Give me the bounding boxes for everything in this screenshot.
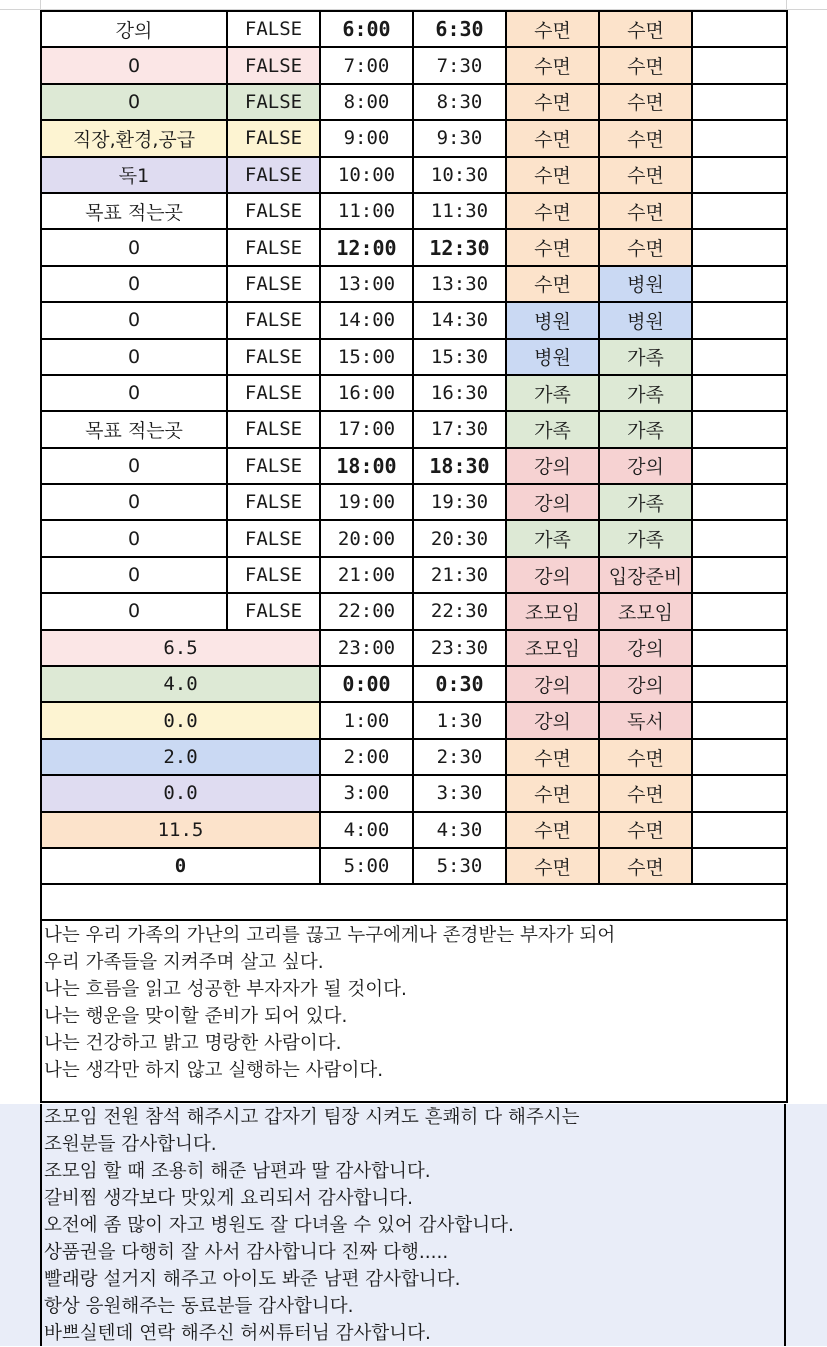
flag-cell[interactable]: FALSE [227, 157, 320, 193]
affirmation-line: 나는 행운을 맞이할 준비가 되어 있다. [44, 1006, 348, 1028]
table-row [41, 339, 787, 375]
activity-second-half-cell[interactable]: 수면 [599, 193, 692, 229]
start-time-cell[interactable]: 15:00 [320, 339, 413, 375]
flag-cell[interactable]: FALSE [227, 411, 320, 447]
start-time-cell[interactable]: 8:00 [320, 84, 413, 120]
empty-cell[interactable] [692, 411, 787, 447]
activity-second-half-cell[interactable]: 수면 [599, 812, 692, 848]
activity-first-half-cell[interactable]: 수면 [506, 47, 599, 83]
start-time-cell[interactable]: 7:00 [320, 47, 413, 83]
empty-cell[interactable] [692, 11, 787, 47]
summary-total-cell[interactable]: 4.0 [41, 666, 320, 702]
activity-second-half-cell[interactable]: 수면 [599, 11, 692, 47]
end-time-cell[interactable]: 13:30 [413, 266, 506, 302]
start-time-cell[interactable]: 3:00 [320, 775, 413, 811]
category-cell[interactable]: 0 [41, 593, 227, 629]
gratitude-line: 빨래랑 설거지 해주고 아이도 봐준 남편 감사합니다. [44, 1269, 461, 1290]
summary-total-cell[interactable]: 6.5 [41, 630, 320, 666]
flag-cell[interactable]: FALSE [227, 339, 320, 375]
flag-cell[interactable]: FALSE [227, 266, 320, 302]
activity-second-half-cell[interactable]: 가족 [599, 411, 692, 447]
activity-first-half-cell[interactable]: 수면 [506, 193, 599, 229]
summary-total-cell[interactable]: 2.0 [41, 739, 320, 775]
table-row [41, 557, 787, 593]
summary-total-cell[interactable]: 0.0 [41, 775, 320, 811]
start-time-cell[interactable]: 10:00 [320, 157, 413, 193]
table-row [41, 884, 787, 920]
start-time-cell[interactable]: 11:00 [320, 193, 413, 229]
empty-cell[interactable] [692, 484, 787, 520]
timetable-body [41, 11, 787, 1102]
category-cell[interactable]: 0 [41, 375, 227, 411]
category-cell[interactable]: 0 [41, 520, 227, 556]
end-time-cell[interactable]: 0:30 [413, 666, 506, 702]
start-time-cell[interactable]: 13:00 [320, 266, 413, 302]
activity-second-half-cell[interactable]: 강의 [599, 630, 692, 666]
blank-cell[interactable] [41, 884, 787, 920]
empty-cell[interactable] [692, 448, 787, 484]
start-time-cell[interactable]: 9:00 [320, 120, 413, 156]
summary-total-cell[interactable]: 0.0 [41, 702, 320, 738]
activity-first-half-cell[interactable]: 병원 [506, 339, 599, 375]
flag-cell[interactable]: FALSE [227, 120, 320, 156]
start-time-cell[interactable]: 14:00 [320, 302, 413, 338]
activity-second-half-cell[interactable]: 수면 [599, 739, 692, 775]
end-time-cell[interactable]: 12:30 [413, 229, 506, 265]
flag-cell[interactable]: FALSE [227, 593, 320, 629]
table-row [41, 266, 787, 302]
category-cell[interactable]: 0 [41, 484, 227, 520]
end-time-cell[interactable]: 21:30 [413, 557, 506, 593]
table-row [41, 702, 787, 738]
start-time-cell[interactable]: 20:00 [320, 520, 413, 556]
table-row [41, 593, 787, 629]
table-row [41, 47, 787, 83]
activity-second-half-cell[interactable]: 병원 [599, 266, 692, 302]
activity-first-half-cell[interactable]: 강의 [506, 557, 599, 593]
activity-first-half-cell[interactable]: 가족 [506, 375, 599, 411]
table-row [41, 11, 787, 47]
end-time-cell[interactable]: 19:30 [413, 484, 506, 520]
table-row [41, 302, 787, 338]
start-time-cell[interactable]: 19:00 [320, 484, 413, 520]
flag-cell[interactable]: FALSE [227, 557, 320, 593]
activity-second-half-cell[interactable]: 강의 [599, 666, 692, 702]
gratitude-cell[interactable] [40, 1104, 786, 1346]
summary-total-cell[interactable]: 11.5 [41, 812, 320, 848]
table-row [41, 448, 787, 484]
end-time-cell[interactable]: 18:30 [413, 448, 506, 484]
empty-cell[interactable] [692, 84, 787, 120]
activity-second-half-cell[interactable]: 수면 [599, 157, 692, 193]
gratitude-line: 조모임 전원 참석 해주시고 갑자기 팀장 시켜도 흔쾌히 다 해주시는 [44, 1107, 580, 1128]
table-row [41, 411, 787, 447]
flag-cell[interactable]: FALSE [227, 448, 320, 484]
end-time-cell[interactable]: 1:30 [413, 702, 506, 738]
empty-cell[interactable] [692, 120, 787, 156]
start-time-cell[interactable]: 4:00 [320, 812, 413, 848]
activity-first-half-cell[interactable]: 수면 [506, 229, 599, 265]
end-time-cell[interactable]: 9:30 [413, 120, 506, 156]
table-row [41, 739, 787, 775]
summary-total-cell[interactable]: 0 [41, 848, 320, 884]
activity-first-half-cell[interactable]: 수면 [506, 848, 599, 884]
gratitude-line: 오전에 좀 많이 자고 병원도 잘 다녀올 수 있어 감사합니다. [44, 1215, 514, 1236]
empty-cell[interactable] [692, 47, 787, 83]
empty-cell[interactable] [692, 775, 787, 811]
end-time-cell[interactable]: 20:30 [413, 520, 506, 556]
start-time-cell[interactable]: 12:00 [320, 229, 413, 265]
table-row [41, 84, 787, 120]
table-row [41, 848, 787, 884]
flag-cell[interactable]: FALSE [227, 520, 320, 556]
category-cell[interactable]: 목표 적는곳 [41, 193, 227, 229]
empty-cell[interactable] [692, 266, 787, 302]
gratitude-line: 항상 응원해주는 동료분들 감사합니다. [44, 1296, 354, 1317]
category-cell[interactable]: 0 [41, 339, 227, 375]
activity-second-half-cell[interactable]: 수면 [599, 775, 692, 811]
category-cell[interactable]: 0 [41, 229, 227, 265]
end-time-cell[interactable]: 6:30 [413, 11, 506, 47]
start-time-cell[interactable]: 18:00 [320, 448, 413, 484]
end-time-cell[interactable]: 7:30 [413, 47, 506, 83]
category-cell[interactable]: 목표 적는곳 [41, 411, 227, 447]
timetable-sheet [40, 10, 788, 1103]
category-cell[interactable]: 0 [41, 84, 227, 120]
end-time-cell[interactable]: 17:30 [413, 411, 506, 447]
category-cell[interactable]: 독1 [41, 157, 227, 193]
table-row [41, 120, 787, 156]
category-cell[interactable]: 0 [41, 266, 227, 302]
empty-cell[interactable] [692, 557, 787, 593]
table-row [41, 157, 787, 193]
activity-first-half-cell[interactable]: 수면 [506, 812, 599, 848]
empty-cell[interactable] [692, 229, 787, 265]
activity-first-half-cell[interactable]: 가족 [506, 520, 599, 556]
activity-second-half-cell[interactable]: 가족 [599, 520, 692, 556]
empty-cell[interactable] [692, 157, 787, 193]
flag-cell[interactable]: FALSE [227, 84, 320, 120]
activity-second-half-cell[interactable]: 가족 [599, 339, 692, 375]
table-row [41, 666, 787, 702]
gratitude-line: 갈비찜 생각보다 맛있게 요리되서 감사합니다. [44, 1188, 413, 1209]
flag-cell[interactable]: FALSE [227, 11, 320, 47]
end-time-cell[interactable]: 3:30 [413, 775, 506, 811]
activity-second-half-cell[interactable]: 조모임 [599, 593, 692, 629]
activity-second-half-cell[interactable]: 가족 [599, 484, 692, 520]
activity-first-half-cell[interactable]: 강의 [506, 484, 599, 520]
end-time-cell[interactable]: 22:30 [413, 593, 506, 629]
empty-cell[interactable] [692, 302, 787, 338]
table-row [41, 193, 787, 229]
table-row [41, 375, 787, 411]
affirmation-line: 나는 생각만 하지 않고 실행하는 사람이다. [44, 1060, 384, 1082]
empty-cell[interactable] [692, 520, 787, 556]
end-time-cell[interactable]: 11:30 [413, 193, 506, 229]
activity-first-half-cell[interactable]: 병원 [506, 302, 599, 338]
activity-first-half-cell[interactable]: 강의 [506, 666, 599, 702]
category-cell[interactable]: 강의 [41, 11, 227, 47]
end-time-cell[interactable]: 4:30 [413, 812, 506, 848]
activity-second-half-cell[interactable]: 수면 [599, 848, 692, 884]
start-time-cell[interactable]: 0:00 [320, 666, 413, 702]
column-divider [786, 0, 787, 10]
affirmation-cell[interactable] [41, 920, 787, 1102]
table-row [41, 920, 787, 1102]
flag-cell[interactable]: FALSE [227, 193, 320, 229]
table-row [41, 520, 787, 556]
empty-cell[interactable] [692, 630, 787, 666]
category-cell[interactable]: 0 [41, 448, 227, 484]
category-cell[interactable]: 직장,환경,공급 [41, 120, 227, 156]
category-cell[interactable]: 0 [41, 302, 227, 338]
gratitude-line: 상품권을 다행히 잘 사서 감사합니다 진짜 다행..... [44, 1242, 449, 1263]
start-time-cell[interactable]: 23:00 [320, 630, 413, 666]
category-cell[interactable]: 0 [41, 557, 227, 593]
activity-second-half-cell[interactable]: 독서 [599, 702, 692, 738]
end-time-cell[interactable]: 16:30 [413, 375, 506, 411]
affirmation-line: 나는 우리 가족의 가난의 고리를 끊고 누구에게나 존경받는 부자가 되어 [44, 925, 616, 947]
flag-cell[interactable]: FALSE [227, 47, 320, 83]
activity-first-half-cell[interactable]: 수면 [506, 120, 599, 156]
activity-first-half-cell[interactable]: 가족 [506, 411, 599, 447]
activity-first-half-cell[interactable]: 수면 [506, 157, 599, 193]
gratitude-line: 조모임 할 때 조용히 해준 남편과 딸 감사합니다. [44, 1161, 431, 1182]
table-row [41, 229, 787, 265]
end-time-cell[interactable]: 23:30 [413, 630, 506, 666]
start-time-cell[interactable]: 17:00 [320, 411, 413, 447]
column-divider [40, 0, 41, 10]
flag-cell[interactable]: FALSE [227, 484, 320, 520]
table-row [41, 775, 787, 811]
end-time-cell[interactable]: 2:30 [413, 739, 506, 775]
empty-cell[interactable] [692, 739, 787, 775]
affirmation-line: 우리 가족들을 지켜주며 살고 싶다. [44, 952, 324, 974]
flag-cell[interactable]: FALSE [227, 302, 320, 338]
table-row [41, 630, 787, 666]
activity-first-half-cell[interactable]: 수면 [506, 11, 599, 47]
empty-cell[interactable] [692, 848, 787, 884]
start-time-cell[interactable]: 22:00 [320, 593, 413, 629]
empty-cell[interactable] [692, 193, 787, 229]
end-time-cell[interactable]: 10:30 [413, 157, 506, 193]
start-time-cell[interactable]: 2:00 [320, 739, 413, 775]
empty-cell[interactable] [692, 666, 787, 702]
table-row [41, 484, 787, 520]
table-row [41, 812, 787, 848]
start-time-cell[interactable]: 21:00 [320, 557, 413, 593]
activity-second-half-cell[interactable]: 가족 [599, 375, 692, 411]
start-time-cell[interactable]: 1:00 [320, 702, 413, 738]
start-time-cell[interactable]: 5:00 [320, 848, 413, 884]
activity-second-half-cell[interactable]: 강의 [599, 448, 692, 484]
start-time-cell[interactable]: 16:00 [320, 375, 413, 411]
activity-second-half-cell[interactable]: 수면 [599, 84, 692, 120]
end-time-cell[interactable]: 15:30 [413, 339, 506, 375]
activity-first-half-cell[interactable]: 조모임 [506, 593, 599, 629]
activity-first-half-cell[interactable]: 수면 [506, 739, 599, 775]
end-time-cell[interactable]: 5:30 [413, 848, 506, 884]
affirmation-line: 나는 흐름을 읽고 성공한 부자자가 될 것이다. [44, 979, 407, 1001]
activity-first-half-cell[interactable]: 수면 [506, 775, 599, 811]
column-header-strip [0, 0, 827, 10]
activity-second-half-cell[interactable]: 입장준비 [599, 557, 692, 593]
activity-first-half-cell[interactable]: 조모임 [506, 630, 599, 666]
activity-second-half-cell[interactable]: 수면 [599, 229, 692, 265]
activity-second-half-cell[interactable]: 수면 [599, 47, 692, 83]
gratitude-line: 바쁘실텐데 연락 해주신 허씨튜터님 감사합니다. [44, 1323, 431, 1344]
activity-second-half-cell[interactable]: 병원 [599, 302, 692, 338]
activity-first-half-cell[interactable]: 강의 [506, 448, 599, 484]
start-time-cell[interactable]: 6:00 [320, 11, 413, 47]
empty-cell[interactable] [692, 375, 787, 411]
empty-cell[interactable] [692, 702, 787, 738]
end-time-cell[interactable]: 8:30 [413, 84, 506, 120]
empty-cell[interactable] [692, 812, 787, 848]
affirmation-line: 나는 건강하고 밝고 명랑한 사람이다. [44, 1033, 342, 1055]
flag-cell[interactable]: FALSE [227, 229, 320, 265]
flag-cell[interactable]: FALSE [227, 375, 320, 411]
category-cell[interactable]: 0 [41, 47, 227, 83]
activity-second-half-cell[interactable]: 수면 [599, 120, 692, 156]
end-time-cell[interactable]: 14:30 [413, 302, 506, 338]
empty-cell[interactable] [692, 339, 787, 375]
empty-cell[interactable] [692, 593, 787, 629]
gratitude-line: 조원분들 감사합니다. [44, 1134, 217, 1155]
activity-first-half-cell[interactable]: 수면 [506, 84, 599, 120]
activity-first-half-cell[interactable]: 수면 [506, 266, 599, 302]
activity-first-half-cell[interactable]: 강의 [506, 702, 599, 738]
